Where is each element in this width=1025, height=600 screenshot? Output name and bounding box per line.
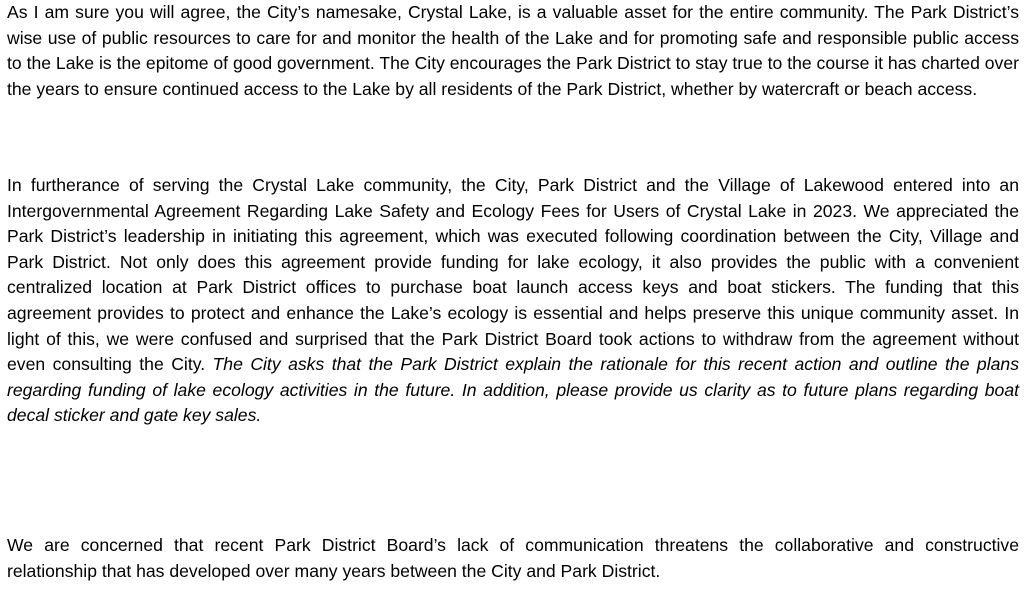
paragraph-text: As I am sure you will agree, the City’s namesake, Crystal Lake, is a valuable asset for the entire community. The Park District’s wise use of public resources to care for and monitor the health of the Lake and for promoting safe and responsible public access to the Lake is the epitome of good government. The City encourages the Park District to stay true to the course it has charted over the years to ensure continued access to the Lake by all residents of the Park District, whether by watercraft or beach access. [7, 2, 1019, 99]
paragraph-communication-concern [7, 533, 1019, 584]
paragraph-text: In furtherance of serving the Crystal Lake community, the City, Park District and the Village of Lakewood entered into an Intergovernmental Agreement Regarding Lake Safety and Ecology Fees for Users of Crystal Lake in 2023. We appreciated the Park District’s leadership in initiating this agreement, which was executed following coordination between the City, Village and Park District. Not only does this agreement provide funding for lake ecology, it also provides the public with a convenient centralized location at Park District offices to purchase boat launch access keys and boat stickers. The funding that this agreement provides to protect and enhance the Lake’s ecology is essential and helps preserve this unique community asset. In light of this, we were confused and surprised that the Park District Board took actions to withdraw from the agreement without even consulting the City. [7, 175, 1019, 375]
paragraph-intergovernmental-agreement [7, 173, 1019, 429]
paragraph-text: We are concerned that recent Park District Board’s lack of communication threatens the collaborative and constructive relationship that has developed over many years between the City and Park District. [7, 535, 1019, 581]
paragraph-lake-asset [7, 0, 1019, 102]
paragraph-italic-request: The City asks that the Park District explain the rationale for this recent action and outline the plans regarding funding of lake ecology activities in the future. In addition, please provide us clarity as to future plans regarding boat decal sticker and gate key sales. [7, 354, 1019, 426]
